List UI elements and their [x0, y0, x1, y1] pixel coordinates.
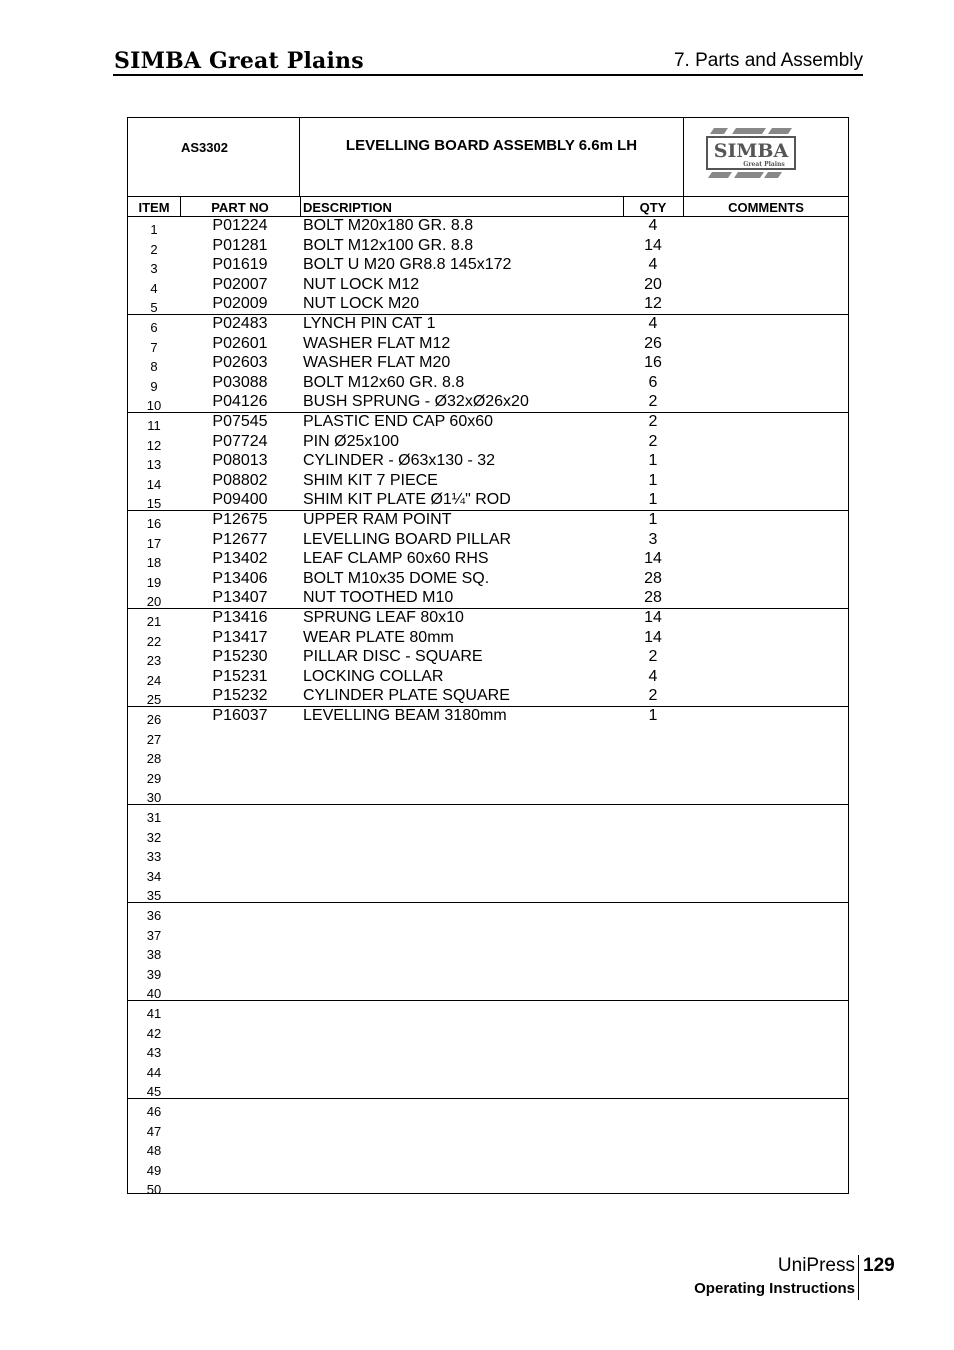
table-row [128, 1021, 848, 1041]
item-cell: 24 [146, 672, 162, 688]
table-row [128, 472, 848, 492]
table-row [128, 256, 848, 276]
table-row [128, 295, 848, 315]
item-cell: 26 [146, 712, 162, 727]
item-cell: 15 [146, 496, 162, 512]
qty-cell: 28 [644, 569, 662, 587]
qty-cell: 20 [644, 275, 662, 293]
item-cell: 30 [146, 790, 162, 806]
part-no-cell: P07724 [212, 432, 268, 450]
table-row [128, 707, 848, 727]
item-cell: 14 [146, 476, 162, 492]
part-no-cell: P02007 [212, 275, 268, 293]
qty-cell: 14 [644, 628, 662, 646]
description-cell: LEVELLING BOARD PILLAR [303, 530, 512, 548]
table-row [128, 805, 848, 825]
table-row [128, 1040, 848, 1060]
col-divider [683, 118, 684, 216]
table-row [128, 217, 848, 237]
description-cell: LEVELLING BEAM 3180mm [303, 707, 507, 724]
table-row [128, 237, 848, 257]
part-no-cell: P01281 [212, 236, 268, 254]
table-row [128, 1138, 848, 1158]
qty-cell: 1 [648, 707, 658, 724]
item-cell: 13 [146, 457, 162, 473]
item-cell: 36 [146, 908, 162, 923]
table-row [128, 1158, 848, 1178]
table-row [128, 1001, 848, 1021]
part-no-cell: P15230 [212, 648, 268, 666]
description-cell: NUT TOOTHED M10 [303, 589, 454, 607]
description-cell: SHIM KIT PLATE Ø1¼" ROD [303, 491, 511, 509]
item-cell: 48 [146, 1143, 162, 1159]
table-row [128, 981, 848, 1001]
item-cell: 9 [150, 378, 158, 394]
item-cell: 4 [150, 280, 158, 296]
table-row [128, 1079, 848, 1099]
description-cell: SHIM KIT 7 PIECE [303, 471, 438, 489]
item-cell: 27 [146, 731, 162, 747]
col-comments: COMMENTS [728, 200, 804, 215]
part-no-cell: P02483 [212, 315, 268, 332]
description-cell: SPRUNG LEAF 80x10 [303, 609, 464, 626]
col-qty: QTY [639, 200, 667, 215]
qty-cell: 1 [648, 471, 658, 489]
item-cell: 16 [146, 516, 162, 531]
table-row [128, 883, 848, 903]
part-no-cell: P13416 [212, 609, 268, 626]
section-title: 7. Parts and Assembly [673, 50, 863, 71]
qty-cell: 4 [648, 256, 658, 274]
table-row [128, 550, 848, 570]
item-cell: 11 [147, 418, 161, 433]
part-no-cell: P15232 [212, 687, 268, 705]
col-divider [300, 197, 301, 216]
table-row [128, 276, 848, 296]
description-cell: BUSH SPRUNG - Ø32xØ26x20 [303, 393, 529, 411]
description-cell: CYLINDER PLATE SQUARE [303, 687, 510, 705]
qty-cell: 6 [648, 373, 658, 391]
item-cell: 5 [150, 300, 158, 316]
part-no-cell: P03088 [212, 373, 268, 391]
item-cell: 21 [146, 614, 162, 629]
description-cell: LEAF CLAMP 60x60 RHS [303, 550, 489, 568]
assembly-title-cell [300, 118, 684, 196]
table-row [128, 452, 848, 472]
item-cell: 17 [146, 535, 162, 551]
part-no-cell: P04126 [212, 393, 268, 411]
item-cell: 34 [146, 868, 162, 884]
part-no-cell: P08802 [212, 471, 268, 489]
table-row [128, 785, 848, 805]
qty-cell: 3 [648, 530, 658, 548]
item-cell: 1 [150, 222, 158, 237]
logo-wordmark: SIMBA [713, 140, 789, 162]
part-no-cell: P02009 [212, 295, 268, 313]
item-cell: 20 [146, 594, 162, 610]
table-row [128, 589, 848, 609]
table-row [128, 844, 848, 864]
qty-cell: 4 [648, 217, 658, 234]
qty-cell: 28 [644, 589, 662, 607]
table-row [128, 1119, 848, 1139]
item-cell: 50 [146, 1182, 162, 1198]
part-no-cell: P07545 [212, 413, 268, 430]
qty-cell: 14 [644, 236, 662, 254]
item-cell: 19 [146, 574, 162, 590]
item-cell: 18 [146, 555, 162, 571]
table-row [128, 433, 848, 453]
part-no-cell: P09400 [212, 491, 268, 509]
qty-cell: 12 [644, 295, 662, 313]
table-row [128, 315, 848, 335]
parts-sheet [127, 117, 849, 1198]
item-cell: 29 [146, 770, 162, 786]
table-row [128, 962, 848, 982]
item-cell: 42 [146, 1025, 162, 1041]
column-headers [128, 197, 848, 217]
footer-subtitle: Operating Instructions [694, 1280, 855, 1297]
part-no-cell: P13417 [212, 628, 268, 646]
page-number: 129 [863, 1255, 895, 1276]
qty-cell: 2 [648, 687, 658, 705]
item-cell: 31 [146, 810, 162, 825]
description-cell: WEAR PLATE 80mm [303, 628, 454, 646]
table-row [128, 668, 848, 688]
description-cell: PILLAR DISC - SQUARE [303, 648, 483, 666]
qty-cell: 2 [648, 648, 658, 666]
part-no-cell: P13406 [212, 569, 268, 587]
part-no-cell: P13407 [212, 589, 268, 607]
assembly-code-cell [128, 118, 300, 196]
table-row [128, 511, 848, 531]
description-cell: WASHER FLAT M12 [303, 334, 451, 352]
item-cell: 10 [146, 398, 162, 414]
part-no-cell: P12677 [212, 530, 268, 548]
description-cell: PIN Ø25x100 [303, 432, 400, 450]
item-cell: 38 [146, 947, 162, 963]
part-no-cell: P02603 [212, 354, 268, 372]
table-row [128, 825, 848, 845]
table-row [128, 1099, 848, 1119]
col-divider [623, 197, 624, 216]
table-row [128, 491, 848, 511]
item-cell: 43 [146, 1045, 162, 1061]
part-no-cell: P08013 [212, 452, 268, 470]
item-cell: 40 [146, 986, 162, 1002]
qty-cell: 4 [648, 315, 658, 332]
item-cell: 2 [150, 241, 158, 257]
description-cell: CYLINDER - Ø63x130 - 32 [303, 452, 496, 470]
part-no-cell: P15231 [212, 667, 268, 685]
item-cell: 47 [146, 1123, 162, 1139]
item-cell: 49 [146, 1162, 162, 1178]
qty-cell: 16 [644, 354, 662, 372]
footer-product: UniPress [777, 1255, 855, 1276]
table-row [128, 648, 848, 668]
footer-divider [858, 1255, 859, 1300]
qty-cell: 2 [648, 413, 658, 430]
description-cell: LYNCH PIN CAT 1 [303, 315, 436, 332]
description-cell: BOLT U M20 GR8.8 145x172 [303, 256, 512, 274]
qty-cell: 1 [648, 511, 658, 528]
header-rule [113, 74, 863, 76]
col-item: ITEM [138, 200, 170, 215]
item-cell: 8 [150, 359, 158, 375]
item-cell: 35 [146, 888, 162, 904]
col-divider [180, 197, 181, 216]
part-no-cell: P01224 [212, 217, 268, 234]
table-row [128, 727, 848, 747]
description-cell: NUT LOCK M12 [303, 275, 420, 293]
qty-cell: 4 [648, 667, 658, 685]
qty-cell: 14 [644, 550, 662, 568]
table-row [128, 570, 848, 590]
qty-cell: 2 [648, 432, 658, 450]
col-description: DESCRIPTION [303, 200, 392, 215]
part-no-cell: P12675 [212, 511, 268, 528]
item-cell: 12 [146, 437, 162, 453]
item-cell: 32 [146, 829, 162, 845]
item-cell: 33 [146, 849, 162, 865]
logo-cell [684, 118, 848, 196]
item-cell: 3 [150, 261, 158, 277]
simba-logo-icon [706, 126, 798, 182]
item-cell: 41 [146, 1006, 162, 1021]
item-cell: 7 [150, 339, 158, 355]
table-row [128, 609, 848, 629]
table-row [128, 923, 848, 943]
part-no-cell: P13402 [212, 550, 268, 568]
part-no-cell: P02601 [212, 334, 268, 352]
table-row [128, 864, 848, 884]
table-row [128, 531, 848, 551]
table-row [128, 335, 848, 355]
col-part-no: PART NO [211, 200, 269, 215]
table-row [128, 354, 848, 374]
table-row [128, 687, 848, 707]
part-no-cell: P01619 [212, 256, 268, 274]
qty-cell: 26 [644, 334, 662, 352]
assembly-code: AS3302 [181, 140, 228, 155]
item-cell: 39 [146, 966, 162, 982]
table-row [128, 746, 848, 766]
item-cell: 22 [146, 633, 162, 649]
description-cell: NUT LOCK M20 [303, 295, 420, 313]
part-no-cell: P16037 [212, 707, 268, 724]
table-row [128, 393, 848, 413]
table-row [128, 903, 848, 923]
qty-cell: 1 [648, 452, 658, 470]
description-cell: BOLT M10x35 DOME SQ. [303, 569, 490, 587]
description-cell: BOLT M20x180 GR. 8.8 [303, 217, 474, 234]
description-cell: BOLT M12x60 GR. 8.8 [303, 373, 465, 391]
assembly-header [128, 118, 848, 197]
table-row [128, 766, 848, 786]
table-row [128, 1177, 848, 1197]
table-row [128, 374, 848, 394]
table-row [128, 1060, 848, 1080]
item-cell: 44 [146, 1064, 162, 1080]
item-cell: 37 [146, 927, 162, 943]
item-cell: 28 [146, 751, 162, 767]
item-cell: 6 [150, 320, 158, 335]
description-cell: UPPER RAM POINT [303, 511, 452, 528]
qty-cell: 1 [648, 491, 658, 509]
qty-cell: 14 [644, 609, 662, 626]
table-row [128, 629, 848, 649]
table-row [128, 413, 848, 433]
description-cell: LOCKING COLLAR [303, 667, 444, 685]
item-cell: 46 [146, 1104, 162, 1119]
logo-subtext: Great Plains [743, 161, 785, 168]
item-cell: 25 [146, 692, 162, 708]
description-cell: PLASTIC END CAP 60x60 [303, 413, 494, 430]
assembly-title: LEVELLING BOARD ASSEMBLY 6.6m LH [345, 137, 638, 154]
item-cell: 45 [146, 1084, 162, 1100]
table-row [128, 942, 848, 962]
brand-logo: SIMBA Great Plains [114, 48, 364, 74]
description-cell: WASHER FLAT M20 [303, 354, 451, 372]
item-cell: 23 [146, 653, 162, 669]
description-cell: BOLT M12x100 GR. 8.8 [303, 236, 474, 254]
qty-cell: 2 [648, 393, 658, 411]
